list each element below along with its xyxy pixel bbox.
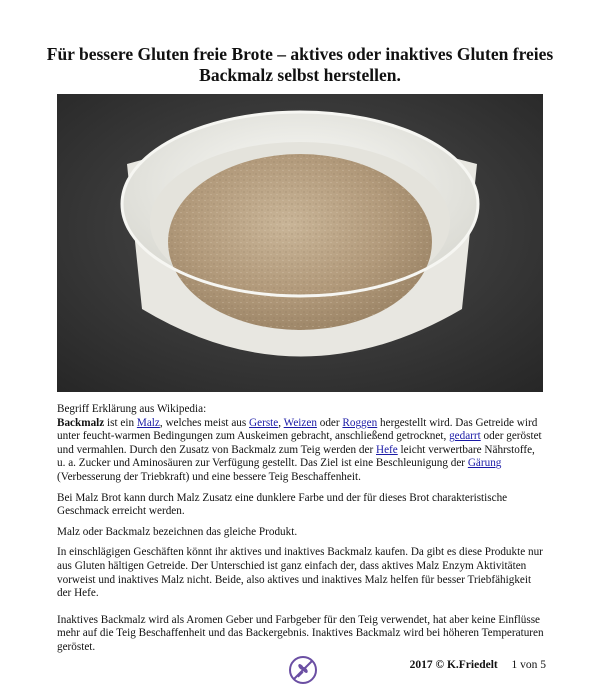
footer-copyright: 2017 © K.Friedelt — [409, 659, 498, 671]
intro-heading: Begriff Erklärung aus Wikipedia: — [57, 403, 207, 415]
paragraph-synonym: Malz oder Backmalz bezeichnen das gleiche Produkt. — [57, 525, 298, 538]
paragraph-malz-brot: Bei Malz Brot kann durch Malz Zusatz eine dunklere Farbe und der für dieses Brot charakteristische Geschmack erreicht werden. — [57, 491, 508, 518]
link-roggen[interactable]: Roggen — [342, 416, 378, 429]
paragraph-geschaefte: In einschlägigen Geschäften könnt ihr aktives und inaktives Backmalz kaufen. Da gibt es diese Produkte nur aus Gluten hältigen Getreide. Der Unterschied ist ganz einfach der, dass aktives Malz Enzym Aktivitäten vorweist und inaktives Malz nicht. Beide, also aktives und inaktives Malz helfen für besser Triebfähigkeit der Hefe. — [57, 546, 543, 600]
link-gedarrt[interactable]: gedarrt — [449, 430, 481, 443]
photo-bowl-of-backmalz — [57, 94, 543, 392]
document-title: Für bessere Gluten freie Brote – aktives oder inaktives Gluten freies Backmalz selbst herstellen. — [46, 44, 554, 85]
definition-paragraph: Backmalz ist ein Malz, welches meist aus Gerste, Weizen oder Roggen hergestellt wird. Das Getreide wird unter feucht-warmen Bedingungen zum Auskeimen gebracht, anschließend getrocknet, gedarrt oder geröstet und vermahlen. Durch den Zusatz von Backmalz zum Teig werden der Hefe leicht verwertbare Nährstoffe, u. a. Zucker und Aminosäuren zur Verfügung gestellt. Das Ziel ist eine Beschleunigung der Gärung (Verbesserung der Triebkraft) und eine bessere Teig Beschaffenheit. — [57, 416, 542, 483]
gluten-free-logo-icon — [288, 655, 318, 685]
link-hefe[interactable]: Hefe — [376, 443, 398, 456]
page-number: 1 von 5 — [511, 659, 546, 671]
link-gaerung[interactable]: Gärung — [467, 457, 502, 470]
page-footer — [410, 659, 546, 671]
link-weizen[interactable]: Weizen — [283, 416, 317, 429]
link-gerste[interactable]: Gerste — [249, 416, 279, 429]
link-malz[interactable]: Malz — [136, 416, 160, 429]
term-backmalz: Backmalz — [57, 416, 105, 429]
paragraph-inaktives-backmalz: Inaktives Backmalz wird als Aromen Geber und Farbgeber für den Teig verwendet, hat aber keine Einflüsse mehr auf die Teig Beschaffenheit und das Backergebnis. Inaktives Backmalz wird bei höheren Temperaturen geröstet. — [57, 613, 544, 653]
article-body — [57, 403, 545, 662]
